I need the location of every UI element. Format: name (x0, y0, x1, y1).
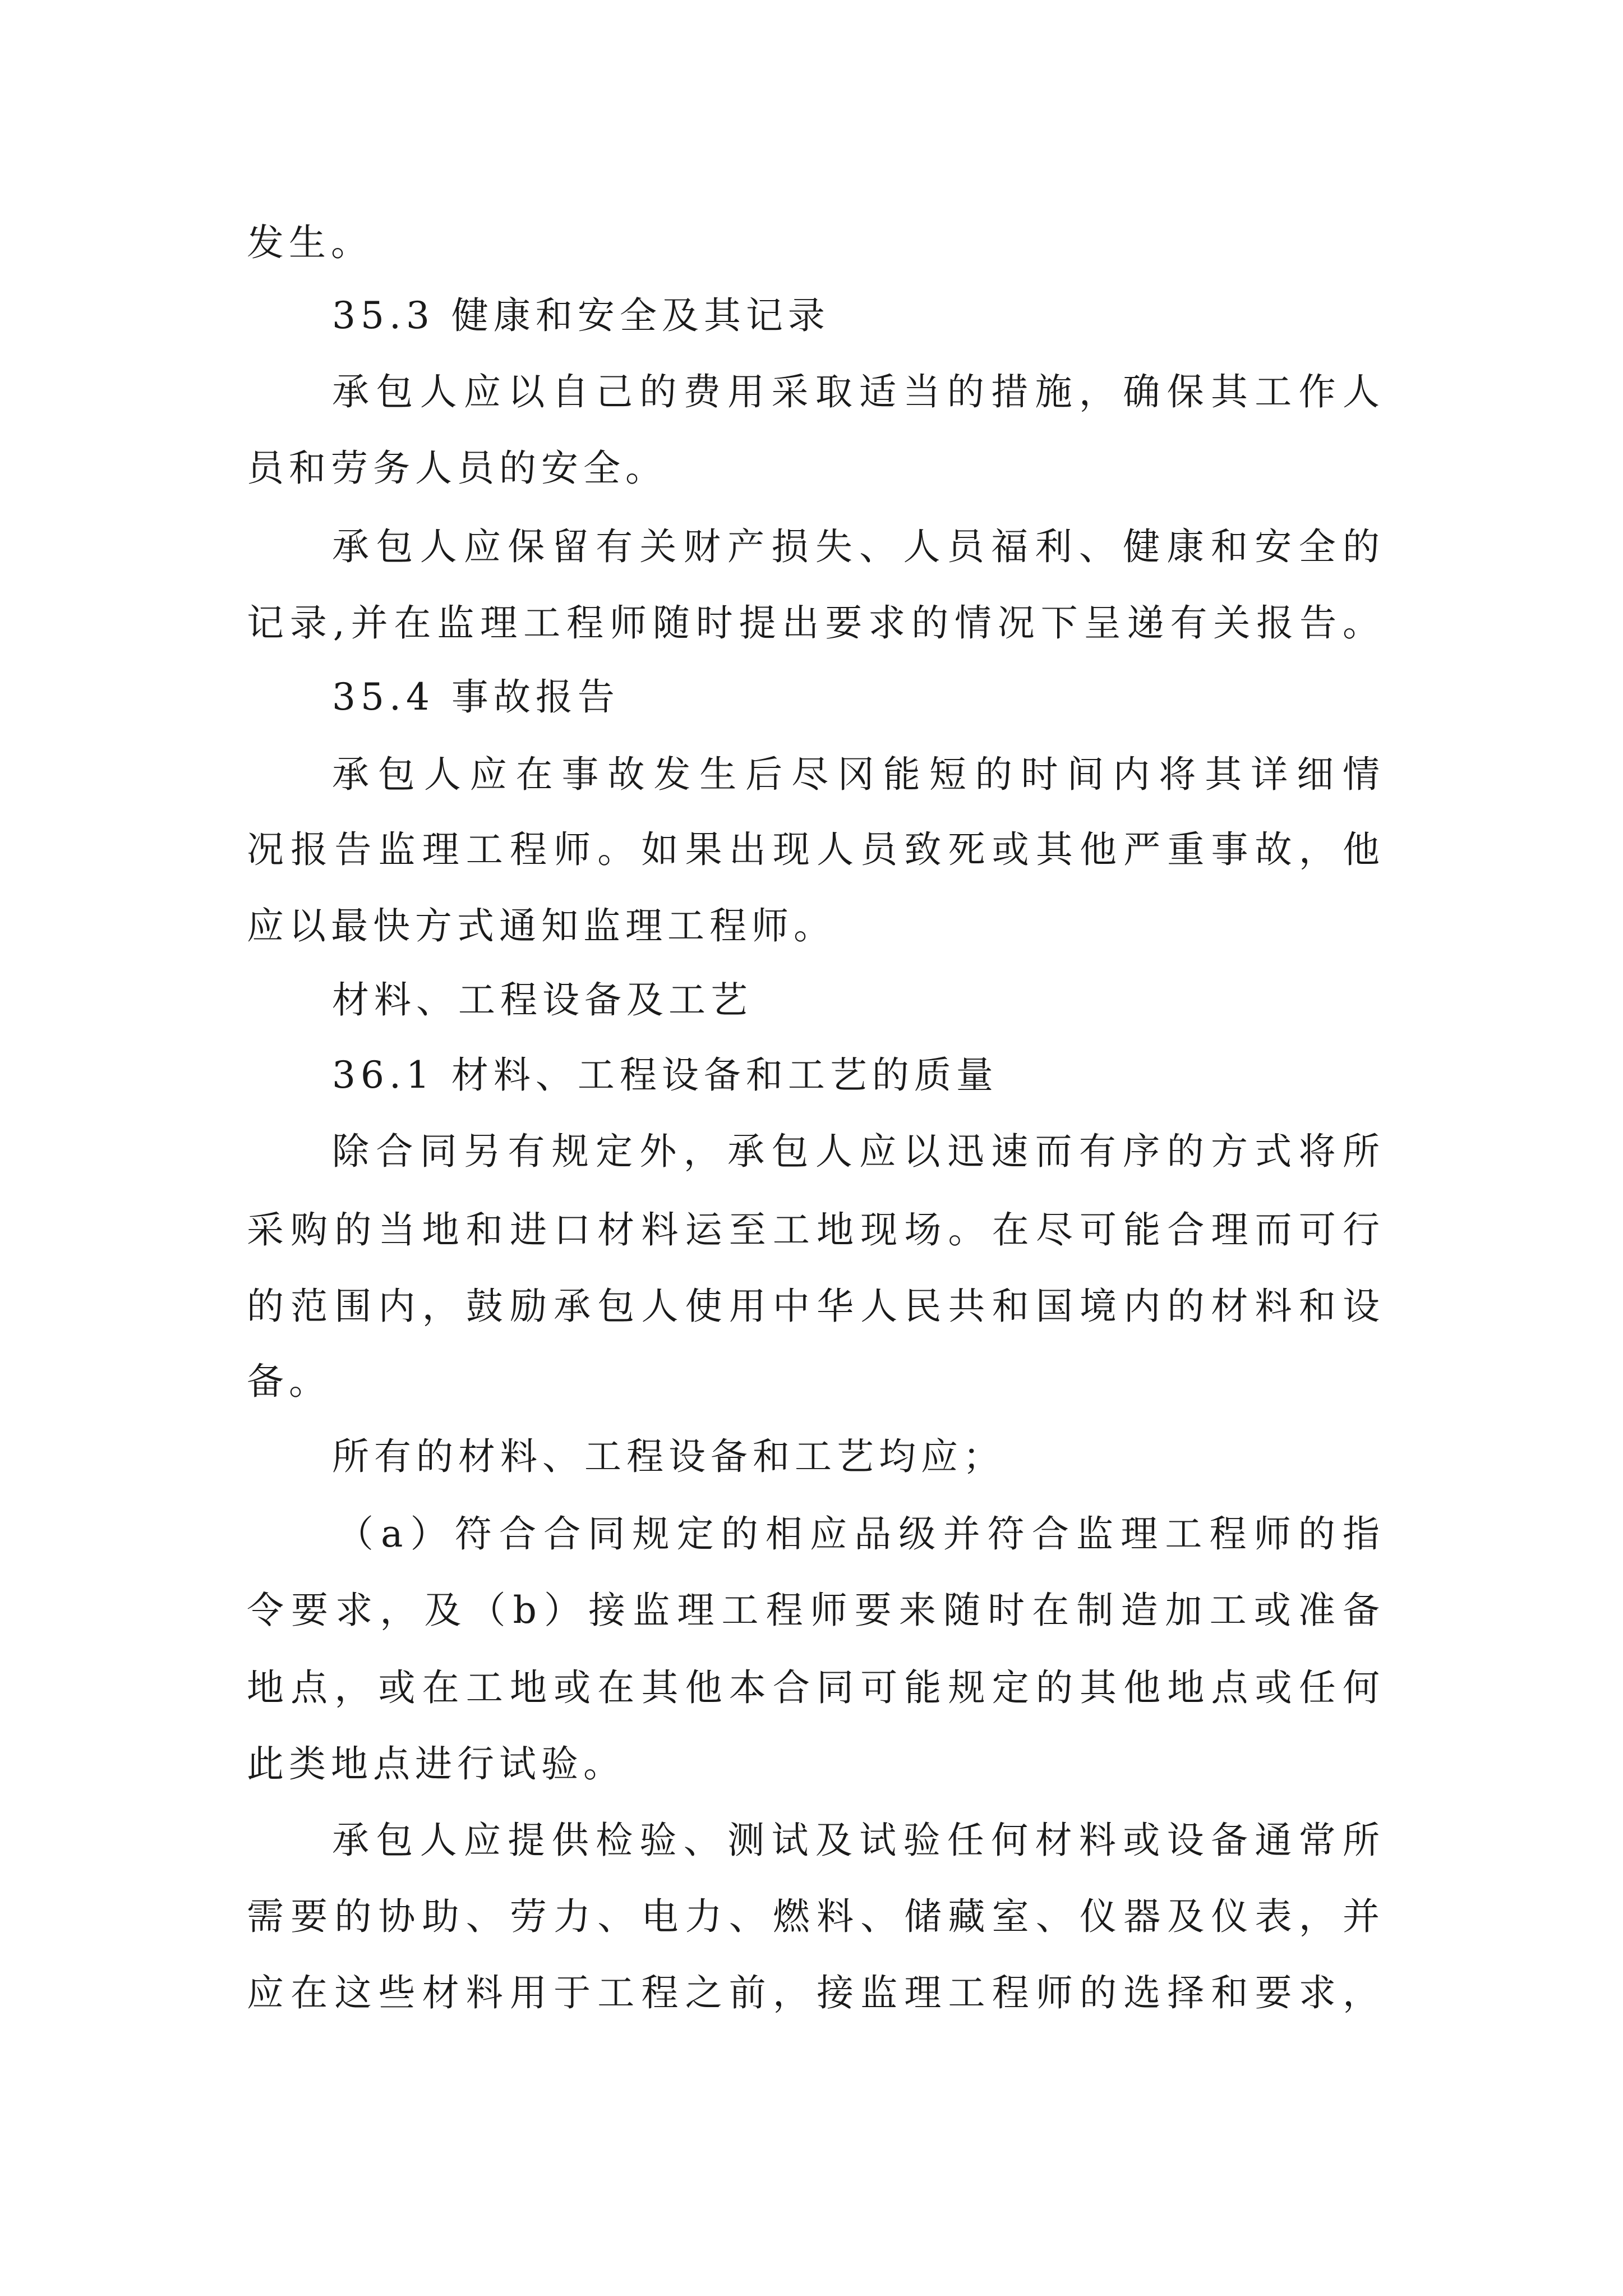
section-heading: 36.1 材料、工程设备和工艺的质量 (332, 1053, 998, 1097)
paragraph-line: 发生。 (247, 221, 373, 264)
paragraph-line: 备。 (247, 1360, 331, 1403)
paragraph-line: 的范围内，鼓励承包人使用中华人民共和国境内的材料和设 (247, 1285, 1380, 1328)
paragraph-line: 承包人应以自己的费用采取适当的措施，确保其工作人 (332, 370, 1380, 413)
paragraph-line: 所有的材料、工程设备和工艺均应； (332, 1435, 1005, 1478)
paragraph-line: 员和劳务人员的安全。 (247, 447, 667, 490)
paragraph-line: 此类地点进行试验。 (247, 1742, 625, 1786)
paragraph-line: 应以最快方式通知监理工程师。 (247, 904, 836, 947)
paragraph-line: 况报告监理工程师。如果出现人员致死或其他严重事故，他 (247, 828, 1380, 871)
paragraph-line: 地点，或在工地或在其他本合同可能规定的其他地点或任何 (247, 1666, 1380, 1709)
paragraph-line: 承包人应保留有关财产损失、人员福利、健康和安全的 (332, 525, 1380, 568)
paragraph-line: 记录,并在监理工程师随时提出要求的情况下呈递有关报告。 (247, 601, 1380, 645)
paragraph-line: 采购的当地和进口材料运至工地现场。在尽可能合理而可行 (247, 1208, 1380, 1251)
section-heading: 35.3 健康和安全及其记录 (332, 294, 830, 337)
paragraph-line: 承包人应提供检验、测试及试验任何材料或设备通常所 (332, 1819, 1380, 1862)
paragraph-line: 令要求，及（b）接监理工程师要来随时在制造加工或准备 (247, 1589, 1380, 1632)
paragraph-line: 承包人应在事故发生后尽冈能短的时间内将其详细情 (332, 753, 1380, 796)
paragraph-line: （a）符合合同规定的相应品级并符合监理工程师的指 (336, 1512, 1380, 1556)
paragraph-line: 除合同另有规定外，承包人应以迅速而有序的方式将所 (332, 1130, 1380, 1173)
paragraph-line: 应在这些材料用于工程之前，接监理工程师的选择和要求， (247, 1971, 1380, 2014)
section-heading: 材料、工程设备及工艺 (332, 978, 753, 1022)
section-heading: 35.4 事故报告 (332, 675, 620, 719)
paragraph-line: 需要的协助、劳力、电力、燃料、储藏室、仪器及仪表，并 (247, 1895, 1380, 1938)
